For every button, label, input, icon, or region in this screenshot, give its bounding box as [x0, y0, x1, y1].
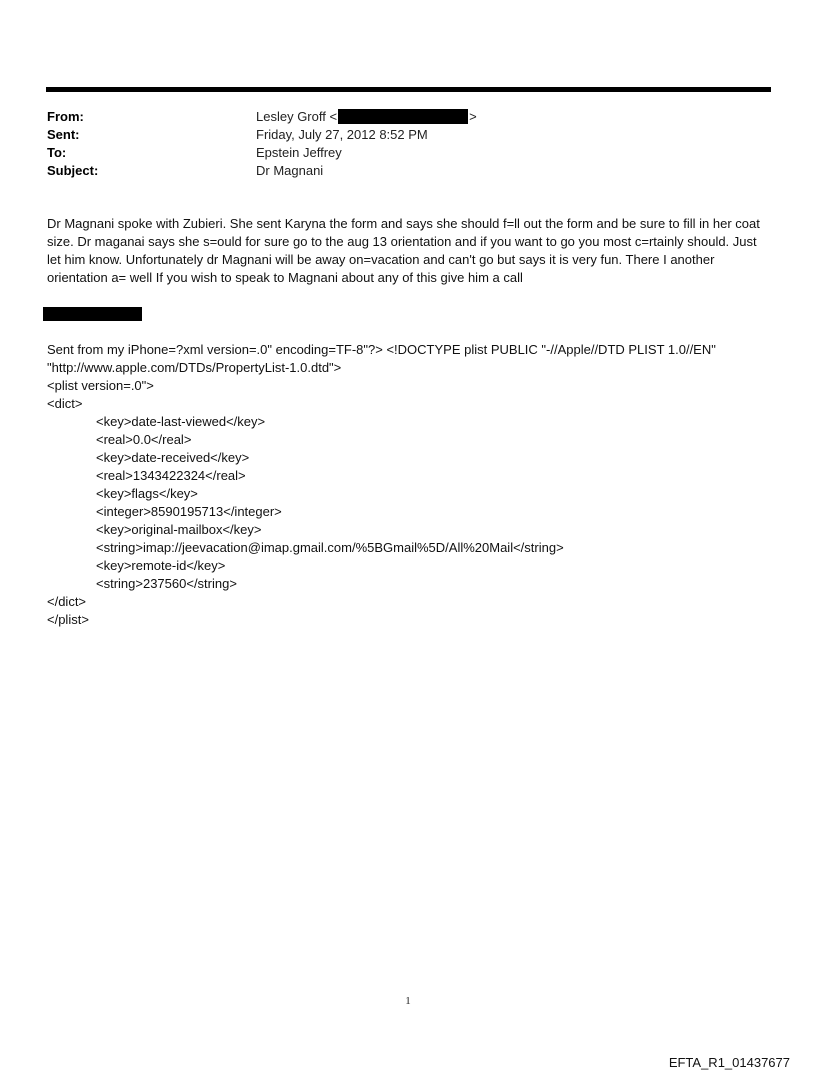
email-body — [47, 215, 769, 287]
plist-entry: <real>0.0</real> — [96, 432, 192, 447]
from-close-bracket: > — [469, 109, 477, 124]
to-row — [47, 144, 747, 162]
subject-label: Subject: — [47, 163, 99, 178]
page-number: 1 — [405, 995, 411, 1007]
plist-line-dict-close: </dict> — [47, 594, 87, 609]
to-value: Epstein Jeffrey — [256, 145, 342, 160]
plist-entry: <real>1343422324</real> — [96, 468, 246, 483]
bates-number: EFTA_R1_01437677 — [668, 1055, 790, 1070]
plist-line-dict-open: <dict> — [47, 396, 83, 411]
plist-entry: <key>original-mailbox</key> — [96, 522, 262, 537]
plist-entry: <key>date-last-viewed</key> — [96, 414, 266, 429]
plist-entry: <string>237560</string> — [96, 576, 237, 591]
redacted-signature — [43, 307, 142, 321]
sent-row — [47, 126, 747, 144]
from-name: Lesley Groff — [256, 109, 326, 124]
redacted-email — [338, 109, 468, 124]
email-body-paragraph: Dr Magnani spoke with Zubieri. She sent Karyna the form and says she should f=ll out the form and be sure to fill in her coat size. Dr maganai says she s=ould for sure go to the aug 13 orientation and if you want to go you most c=rtainly should. Just let him know. Unfortunately dr Magnani will be away on=vacation and can't go but says it is very fun. There I another orientation a= well If you wish to speak to Magnani about any of this give him a call — [47, 216, 760, 285]
header-divider — [46, 87, 771, 92]
from-open-bracket: < — [329, 109, 338, 124]
subject-row — [47, 162, 747, 180]
plist-entry: <string>imap://jeevacation@imap.gmail.com/%5BGmail%5D/All%20Mail</string> — [96, 540, 564, 555]
to-label: To: — [47, 145, 67, 160]
from-value — [256, 108, 747, 126]
sent-value: Friday, July 27, 2012 8:52 PM — [256, 127, 428, 142]
plist-block — [47, 341, 777, 629]
sent-label: Sent: — [47, 127, 80, 142]
subject-value: Dr Magnani — [256, 163, 324, 178]
plist-line-close: </plist> — [47, 612, 89, 627]
email-header — [47, 108, 747, 180]
plist-line-header: Sent from my iPhone=?xml version=.0" encoding=TF-8"?> <!DOCTYPE plist PUBLIC "-//Apple//DTD PLIST 1.0//EN" "http://www.apple.com/DTDs/PropertyList-1.0.dtd"> — [47, 342, 720, 375]
plist-entry: <integer>8590195713</integer> — [96, 504, 282, 519]
plist-entry: <key>date-received</key> — [96, 450, 250, 465]
from-row — [47, 108, 747, 126]
plist-entry: <key>remote-id</key> — [96, 558, 226, 573]
plist-line-open: <plist version=.0"> — [47, 378, 154, 393]
plist-entry: <key>flags</key> — [96, 486, 198, 501]
from-label: From: — [47, 109, 84, 124]
